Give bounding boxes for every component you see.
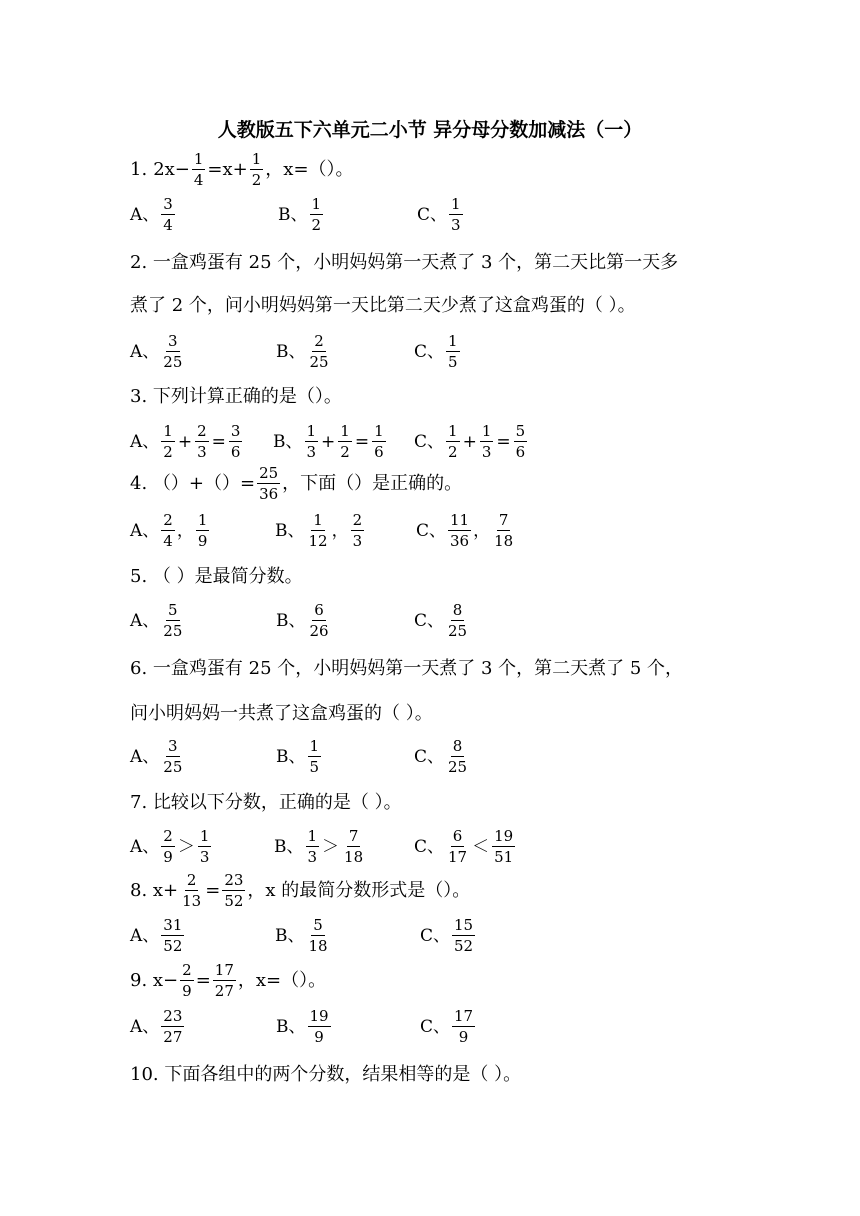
option-label: C、 [414,341,445,362]
option-fraction: $\frac{3}{6}$ [230,422,241,461]
option-fraction: $\frac{8}{25}$ [448,737,468,776]
q8-text-a: 8. x+ [130,880,179,901]
q9-equals: = [195,970,211,991]
q4-option-b[interactable] [275,513,366,549]
option-label: C、 [420,1016,451,1037]
plus-sign: + [462,431,477,452]
option-fraction: $\frac{19}{51}$ [494,827,514,866]
option-label: B、 [275,925,305,946]
q8-option-b[interactable] [275,918,332,954]
option-label: A、 [130,204,160,225]
option-fraction: $\frac{19}{9}$ [309,1007,329,1046]
option-label: A、 [130,836,160,857]
equals-sign: = [354,431,370,452]
option-fraction: $\frac{1}{3}$ [481,422,492,461]
question-2-line-2: 煮了 2 个，问小明妈妈第一天比第二天少煮了这盒鸡蛋的（ ）。 [130,295,636,316]
option-fraction: $\frac{1}{3}$ [451,195,461,234]
q4-option-a[interactable] [130,513,211,549]
question-5: 5. （ ）是最简分数。 [130,566,303,587]
question-8 [130,873,470,909]
q2-option-a[interactable] [130,334,186,370]
option-fraction: $\frac{3}{25}$ [163,737,183,776]
option-fraction: $\frac{2}{3}$ [197,422,207,461]
plus-sign: + [321,431,336,452]
option-label: B、 [276,341,306,362]
question-1 [130,152,354,188]
option-label: C、 [414,746,445,767]
q9-text-b: ，x=（）。 [237,970,327,991]
q9-fraction-2: $\frac{17}{27}$ [214,961,234,1000]
option-fraction: $\frac{2}{4}$ [163,511,173,550]
q1-option-a[interactable] [130,197,177,233]
option-fraction: $\frac{23}{27}$ [163,1007,183,1046]
q8-fraction-2: $\frac{23}{52}$ [224,871,244,910]
q6-option-a[interactable] [130,739,186,775]
q1-option-c[interactable] [417,197,465,233]
option-label: A、 [130,431,160,452]
option-label: B、 [273,431,303,452]
comma: ， [473,520,491,541]
option-fraction: $\frac{15}{52}$ [454,916,474,955]
option-fraction: $\frac{1}{2}$ [448,422,458,461]
question-6-line-1: 6. 一盒鸡蛋有 25 个，小明妈妈第一天煮了 3 个，第二天煮了 5 个， [130,658,684,679]
option-fraction: $\frac{1}{3}$ [306,422,317,461]
option-fraction: $\frac{1}{6}$ [374,422,384,461]
option-fraction: $\frac{6}{26}$ [309,601,329,640]
q3-option-a[interactable] [130,424,244,460]
q4-text-a: 4. （）+（）= [130,473,256,494]
option-fraction: $\frac{1}{3}$ [199,827,210,866]
q9-option-b[interactable] [276,1009,333,1045]
question-6-line-2: 问小明妈妈一共煮了这盒鸡蛋的（ ）。 [130,703,433,724]
q3-option-c[interactable] [414,424,529,460]
question-9 [130,963,326,999]
option-label: A、 [130,746,160,767]
q1-option-b[interactable] [278,197,325,233]
q6-option-c[interactable] [414,739,471,775]
option-fraction: $\frac{6}{17}$ [448,827,468,866]
q8-fraction-1: $\frac{2}{13}$ [182,871,202,910]
option-fraction: $\frac{1}{2}$ [340,422,350,461]
q2-option-b[interactable] [276,334,333,370]
equals-sign: = [496,431,511,452]
q3-option-b[interactable] [273,424,388,460]
comma: ， [331,520,349,541]
option-fraction: $\frac{1}{2}$ [311,195,322,234]
option-label: B、 [275,520,305,541]
q8-option-a[interactable] [130,918,186,954]
q8-option-c[interactable] [420,918,477,954]
option-label: B、 [276,1016,306,1037]
question-2-line-1: 2. 一盒鸡蛋有 25 个，小明妈妈第一天煮了 3 个，第二天比第一天多 [130,252,679,273]
option-fraction: $\frac{5}{6}$ [515,422,526,461]
option-fraction: $\frac{3}{4}$ [163,195,173,234]
q7-option-c[interactable] [414,829,517,865]
question-10: 10. 下面各组中的两个分数，结果相等的是（ ）。 [130,1064,522,1085]
option-label: A、 [130,610,160,631]
question-3: 3. 下列计算正确的是（）。 [130,386,342,407]
q1-text-c: =x+ [207,159,248,180]
q1-text-d: ，x=（）。 [265,159,354,180]
q9-text-a: 9. x− [130,970,179,991]
equals-sign: = [211,431,226,452]
option-fraction: $\frac{5}{25}$ [163,601,183,640]
option-label: C、 [414,610,445,631]
option-fraction: $\frac{1}{2}$ [163,422,173,461]
option-fraction: $\frac{2}{3}$ [352,511,363,550]
option-fraction: $\frac{17}{9}$ [454,1007,474,1046]
q1-fraction-1: $\frac{1}{4}$ [193,150,204,189]
greater-than-sign: ＞ [177,836,195,857]
option-label: B、 [278,204,308,225]
option-label: A、 [130,925,160,946]
option-fraction: $\frac{2}{25}$ [309,332,329,371]
q9-option-c[interactable] [420,1009,477,1045]
question-4 [130,466,462,502]
q8-equals: = [205,880,221,901]
q4-text-b: ，下面（）是正确的。 [282,473,463,494]
option-label: A、 [130,1016,160,1037]
option-label: C、 [416,520,447,541]
option-fraction: $\frac{1}{12}$ [308,511,328,550]
option-label: B、 [274,836,304,857]
option-label: C、 [414,431,445,452]
option-fraction: $\frac{1}{3}$ [307,827,318,866]
greater-than-sign: ＞ [322,836,340,857]
option-fraction: $\frac{3}{25}$ [163,332,183,371]
option-fraction: $\frac{5}{18}$ [308,916,328,955]
q5-option-a[interactable] [130,603,186,639]
q1-text-b: 2x− [153,159,190,180]
option-fraction: $\frac{31}{52}$ [163,916,183,955]
question-7: 7. 比较以下分数，正确的是（ ）。 [130,792,402,813]
option-fraction: $\frac{8}{25}$ [448,601,468,640]
option-label: A、 [130,341,160,362]
q1-fraction-2: $\frac{1}{2}$ [251,150,262,189]
q1-text-a: 1. [130,159,148,180]
option-label: B、 [276,610,306,631]
q5-option-b[interactable] [276,603,333,639]
plus-sign: + [177,431,193,452]
option-label: B、 [276,746,306,767]
q6-option-b[interactable] [276,739,323,775]
comma: ， [176,520,194,541]
option-fraction: $\frac{1}{5}$ [448,332,458,371]
q9-fraction-1: $\frac{2}{9}$ [182,961,192,1000]
option-fraction: $\frac{7}{18}$ [344,827,364,866]
option-label: C、 [414,836,445,857]
q7-option-a[interactable] [130,829,213,865]
option-label: C、 [420,925,451,946]
option-fraction: $\frac{1}{9}$ [197,511,208,550]
page-title: 人教版五下六单元二小节 异分母分数加减法（一） [217,119,643,141]
option-fraction: $\frac{7}{18}$ [494,511,514,550]
option-fraction: $\frac{11}{36}$ [450,511,470,550]
q4-fraction: $\frac{25}{36}$ [259,464,279,503]
option-label: A、 [130,520,160,541]
q4-option-c[interactable] [416,513,517,549]
option-label: C、 [417,204,448,225]
option-fraction: $\frac{1}{5}$ [309,737,320,776]
q5-option-c[interactable] [414,603,471,639]
q2-option-c[interactable] [414,334,462,370]
less-than-sign: ＜ [472,836,490,857]
option-fraction: $\frac{2}{9}$ [163,827,173,866]
q9-option-a[interactable] [130,1009,186,1045]
q8-text-b: ，x 的最简分数形式是（）。 [247,880,471,901]
q7-option-b[interactable] [274,829,367,865]
